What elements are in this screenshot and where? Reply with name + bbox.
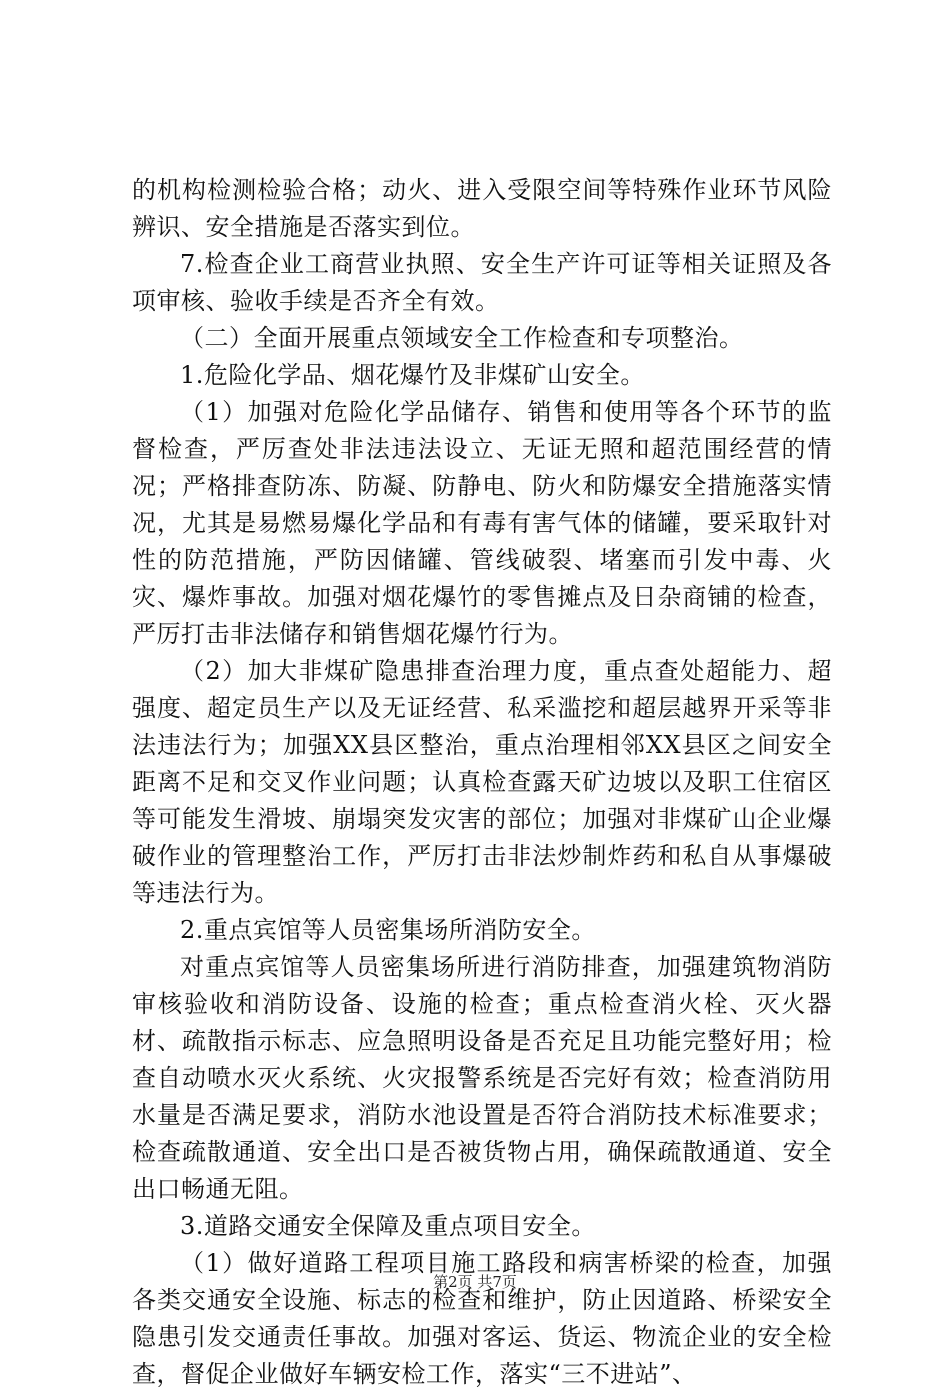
paragraph-hazardous-chemicals: （1）加强对危险化学品储存、销售和使用等各个环节的监督检查，严厉查处非法违法设立、无证无照和超范围经营的情况；严格排查防冻、防凝、防静电、防火和防爆安全措施落实情况，尤其是易燃易爆化学品和有毒有害气体的储罐，要采取针对性的防范措施，严防因储罐、管线破裂、堵塞而引发中毒、火灾、爆炸事故。加强对烟花爆竹的零售摊点及日杂商铺的检查，严厉打击非法储存和销售烟花爆竹行为。 [132,398,832,648]
page-number-footer: 第2页 共7页 [433,1273,517,1291]
section-heading-2: （二）全面开展重点领域安全工作检查和专项整治。 [180,324,744,352]
paragraph-2: 7.检查企业工商营业执照、安全生产许可证等相关证照及各项审核、验收手续是否齐全有效。 [132,250,832,315]
paragraph-1: 的机构检测检验合格；动火、进入受限空间等特殊作业环节风险辨识、安全措施是否落实到位。 [132,176,832,241]
paragraph-road-traffic: （1）做好道路工程项目施工路段和病害桥梁的检查，加强各类交通安全设施、标志的检查和维护，防止因道路、桥梁安全隐患引发交通责任事故。加强对客运、货运、物流企业的安全检查，督促企业做好车辆安检工作，落实“三不进站”、 [132,1249,832,1388]
paragraph-non-coal-mines: （2）加大非煤矿隐患排查治理力度，重点查处超能力、超强度、超定员生产以及无证经营、私采滥挖和超层越界开采等非法违法行为；加强XX县区整治，重点治理相邻XX县区之间安全距离不足和交叉作业问题；认真检查露天矿边坡以及职工住宿区等可能发生滑坡、崩塌突发灾害的部位；加强对非煤矿山企业爆破作业的管理整治工作，严厉打击非法炒制炸药和私自从事爆破等违法行为。 [132,657,832,907]
paragraph-fire-safety: 对重点宾馆等人员密集场所进行消防排查，加强建筑物消防审核验收和消防设备、设施的检查；重点检查消火栓、灭火器材、疏散指示标志、应急照明设备是否充足且功能完整好用；检查自动喷水灭火系统、火灾报警系统是否完好有效；检查消防用水量是否满足要求，消防水池设置是否符合消防技术标准要求；检查疏散通道、安全出口是否被货物占用，确保疏散通道、安全出口畅通无阻。 [132,953,832,1203]
document-body [132,172,832,1393]
subheading-1: 1.危险化学品、烟花爆竹及非煤矿山安全。 [180,361,645,389]
subheading-3: 3.道路交通安全保障及重点项目安全。 [180,1212,596,1240]
subheading-2: 2.重点宾馆等人员密集场所消防安全。 [180,916,596,944]
